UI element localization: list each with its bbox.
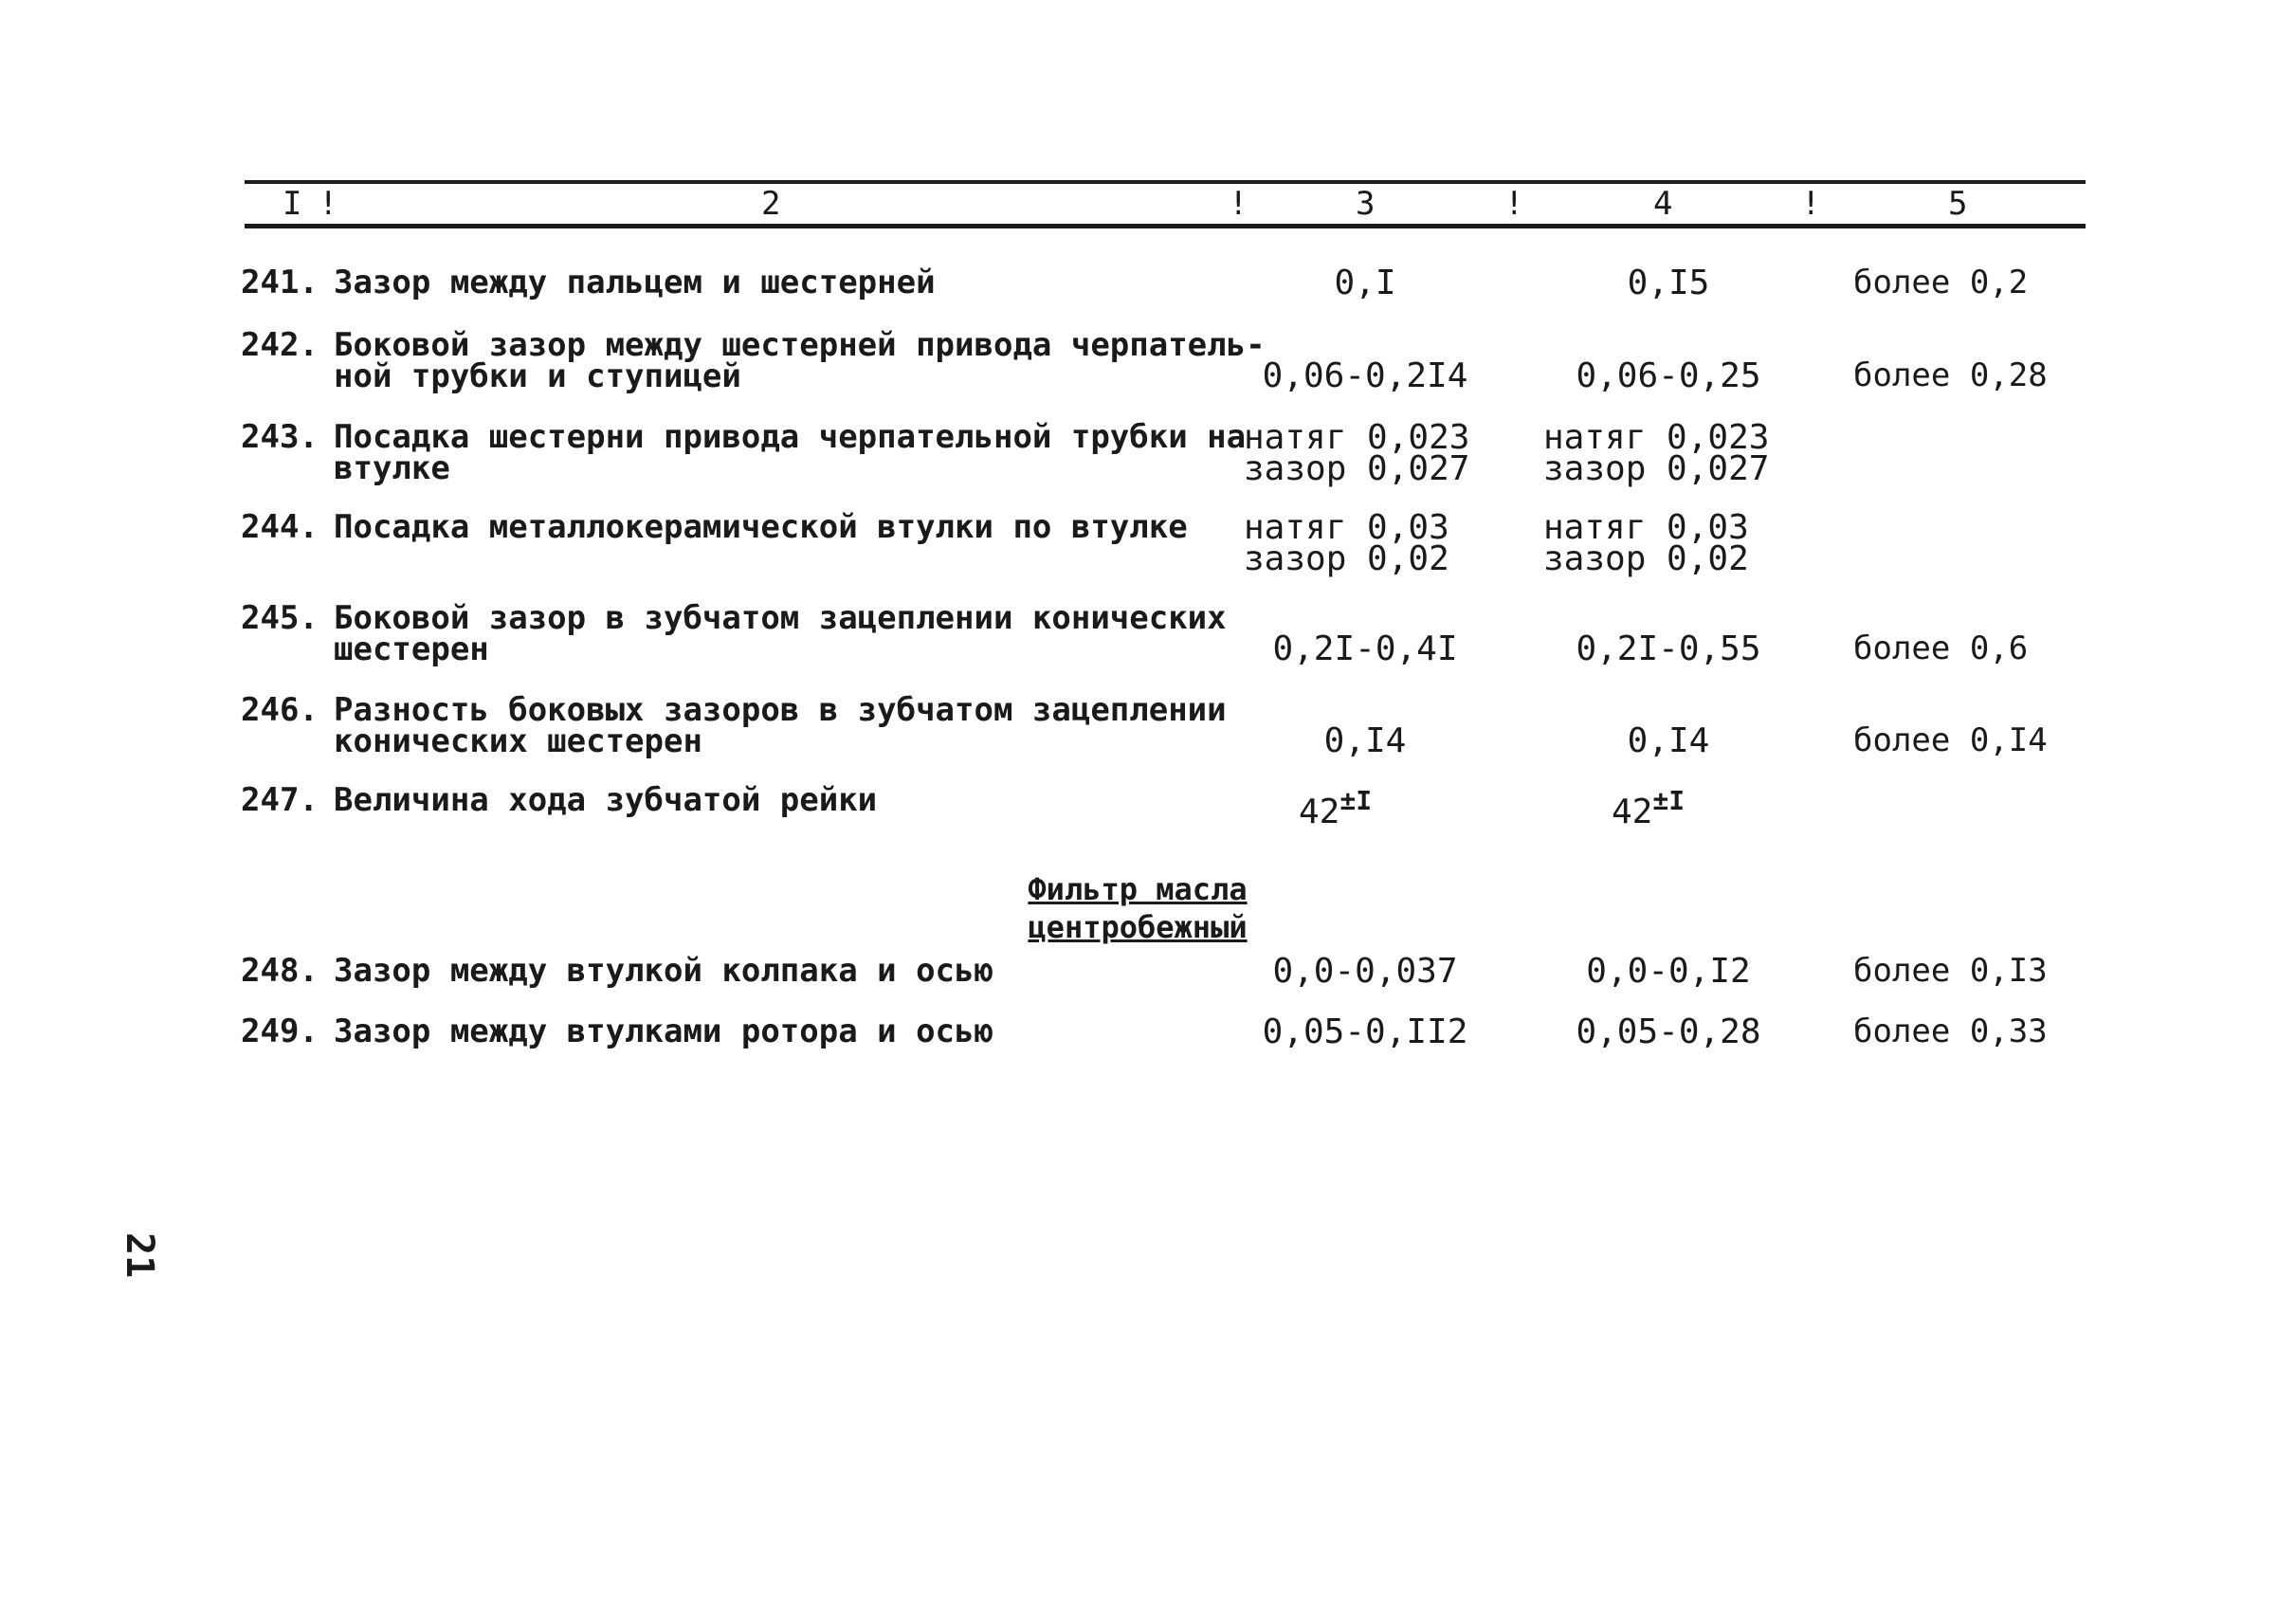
- row-col4-value: зазор 0,02: [1543, 539, 1749, 578]
- row-number: 249.: [241, 1012, 319, 1050]
- row-description: Зазор между пальцем и шестерней: [334, 264, 936, 301]
- row-col4-value: 0,05-0,28: [1576, 1012, 1761, 1051]
- row-description: Посадка металлокерамической втулки по втулке: [334, 508, 1188, 546]
- row-description: конических шестерен: [334, 722, 702, 760]
- header-separator: !: [319, 185, 338, 223]
- tolerance-superscript: ±I: [1339, 785, 1373, 816]
- row-col4-value: 0,0-0,I2: [1586, 952, 1751, 991]
- row-col4-value: зазор 0,027: [1543, 449, 1770, 488]
- row-number: 247.: [241, 781, 319, 819]
- row-col5-value: более 0,I4: [1853, 721, 2048, 759]
- section-title: Фильтр масла центробежный: [1028, 871, 1248, 945]
- row-description: Разность боковых зазоров в зубчатом зацеплении: [334, 691, 1227, 729]
- header-separator: !: [1229, 185, 1248, 223]
- row-description: Величина хода зубчатой рейки: [334, 781, 878, 819]
- row-col4-value: 0,2I-0,55: [1576, 629, 1761, 668]
- row-col5-value: более 0,I3: [1853, 952, 2048, 990]
- row-col4-value: натяг 0,023: [1543, 418, 1770, 457]
- row-col3-value: натяг 0,03: [1244, 508, 1449, 547]
- row-description: ной трубки и ступицей: [334, 357, 741, 395]
- row-col3-value: натяг 0,023: [1244, 418, 1470, 457]
- row-number: 241.: [241, 264, 319, 301]
- row-col5-value: более 0,2: [1853, 264, 2029, 301]
- header-col1: I: [282, 185, 302, 223]
- row-col5-value: более 0,6: [1853, 629, 2029, 667]
- row-col5-value: более 0,28: [1853, 356, 2048, 394]
- header-col4: 4: [1653, 185, 1673, 223]
- header-separator: !: [1504, 185, 1524, 223]
- row-description: Зазор между втулкой колпака и осью: [334, 952, 993, 990]
- row-description: Посадка шестерни привода черпательной трубки на: [334, 418, 1247, 456]
- row-col3-value: 0,I: [1334, 264, 1396, 302]
- row-col3-value: 0,05-0,II2: [1262, 1012, 1468, 1051]
- header-col2: 2: [761, 185, 781, 223]
- table-header-rule: [245, 224, 2086, 228]
- row-col4-value: 0,I4: [1627, 721, 1710, 760]
- row-col3-value: 0,0-0,037: [1272, 952, 1458, 991]
- row-col3-value: 0,06-0,2I4: [1262, 356, 1468, 395]
- row-number: 242.: [241, 326, 319, 364]
- header-col3: 3: [1356, 185, 1376, 223]
- row-number: 246.: [241, 691, 319, 729]
- row-number: 248.: [241, 952, 319, 990]
- row-description: втулке: [334, 449, 450, 487]
- row-col4-value: $42^{\pm I}$: [1612, 785, 1686, 831]
- row-col3-value: 0,2I-0,4I: [1272, 629, 1458, 668]
- row-description: шестерен: [334, 630, 489, 668]
- row-col3-value: зазор 0,02: [1244, 539, 1449, 578]
- row-number: 243.: [241, 418, 319, 456]
- row-col5-value: более 0,33: [1853, 1012, 2048, 1050]
- row-col3-value: зазор 0,027: [1244, 449, 1470, 488]
- page-number: 21: [118, 1232, 161, 1279]
- header-separator: !: [1801, 185, 1821, 223]
- row-col4-value: 0,06-0,25: [1576, 356, 1761, 395]
- header-col5: 5: [1948, 185, 1968, 223]
- row-col4-value: натяг 0,03: [1543, 508, 1749, 547]
- row-description: Боковой зазор в зубчатом зацеплении конических: [334, 599, 1227, 637]
- tolerance-superscript: ±I: [1652, 785, 1686, 816]
- row-col4-value: 0,I5: [1627, 264, 1710, 302]
- row-description: Боковой зазор между шестерней привода черпатель-: [334, 326, 1266, 364]
- row-description: Зазор между втулками ротора и осью: [334, 1012, 993, 1050]
- row-number: 244.: [241, 508, 319, 546]
- row-number: 245.: [241, 599, 319, 637]
- row-col3-value: 0,I4: [1323, 721, 1407, 760]
- row-col3-value: $42^{\pm I}$: [1299, 785, 1373, 831]
